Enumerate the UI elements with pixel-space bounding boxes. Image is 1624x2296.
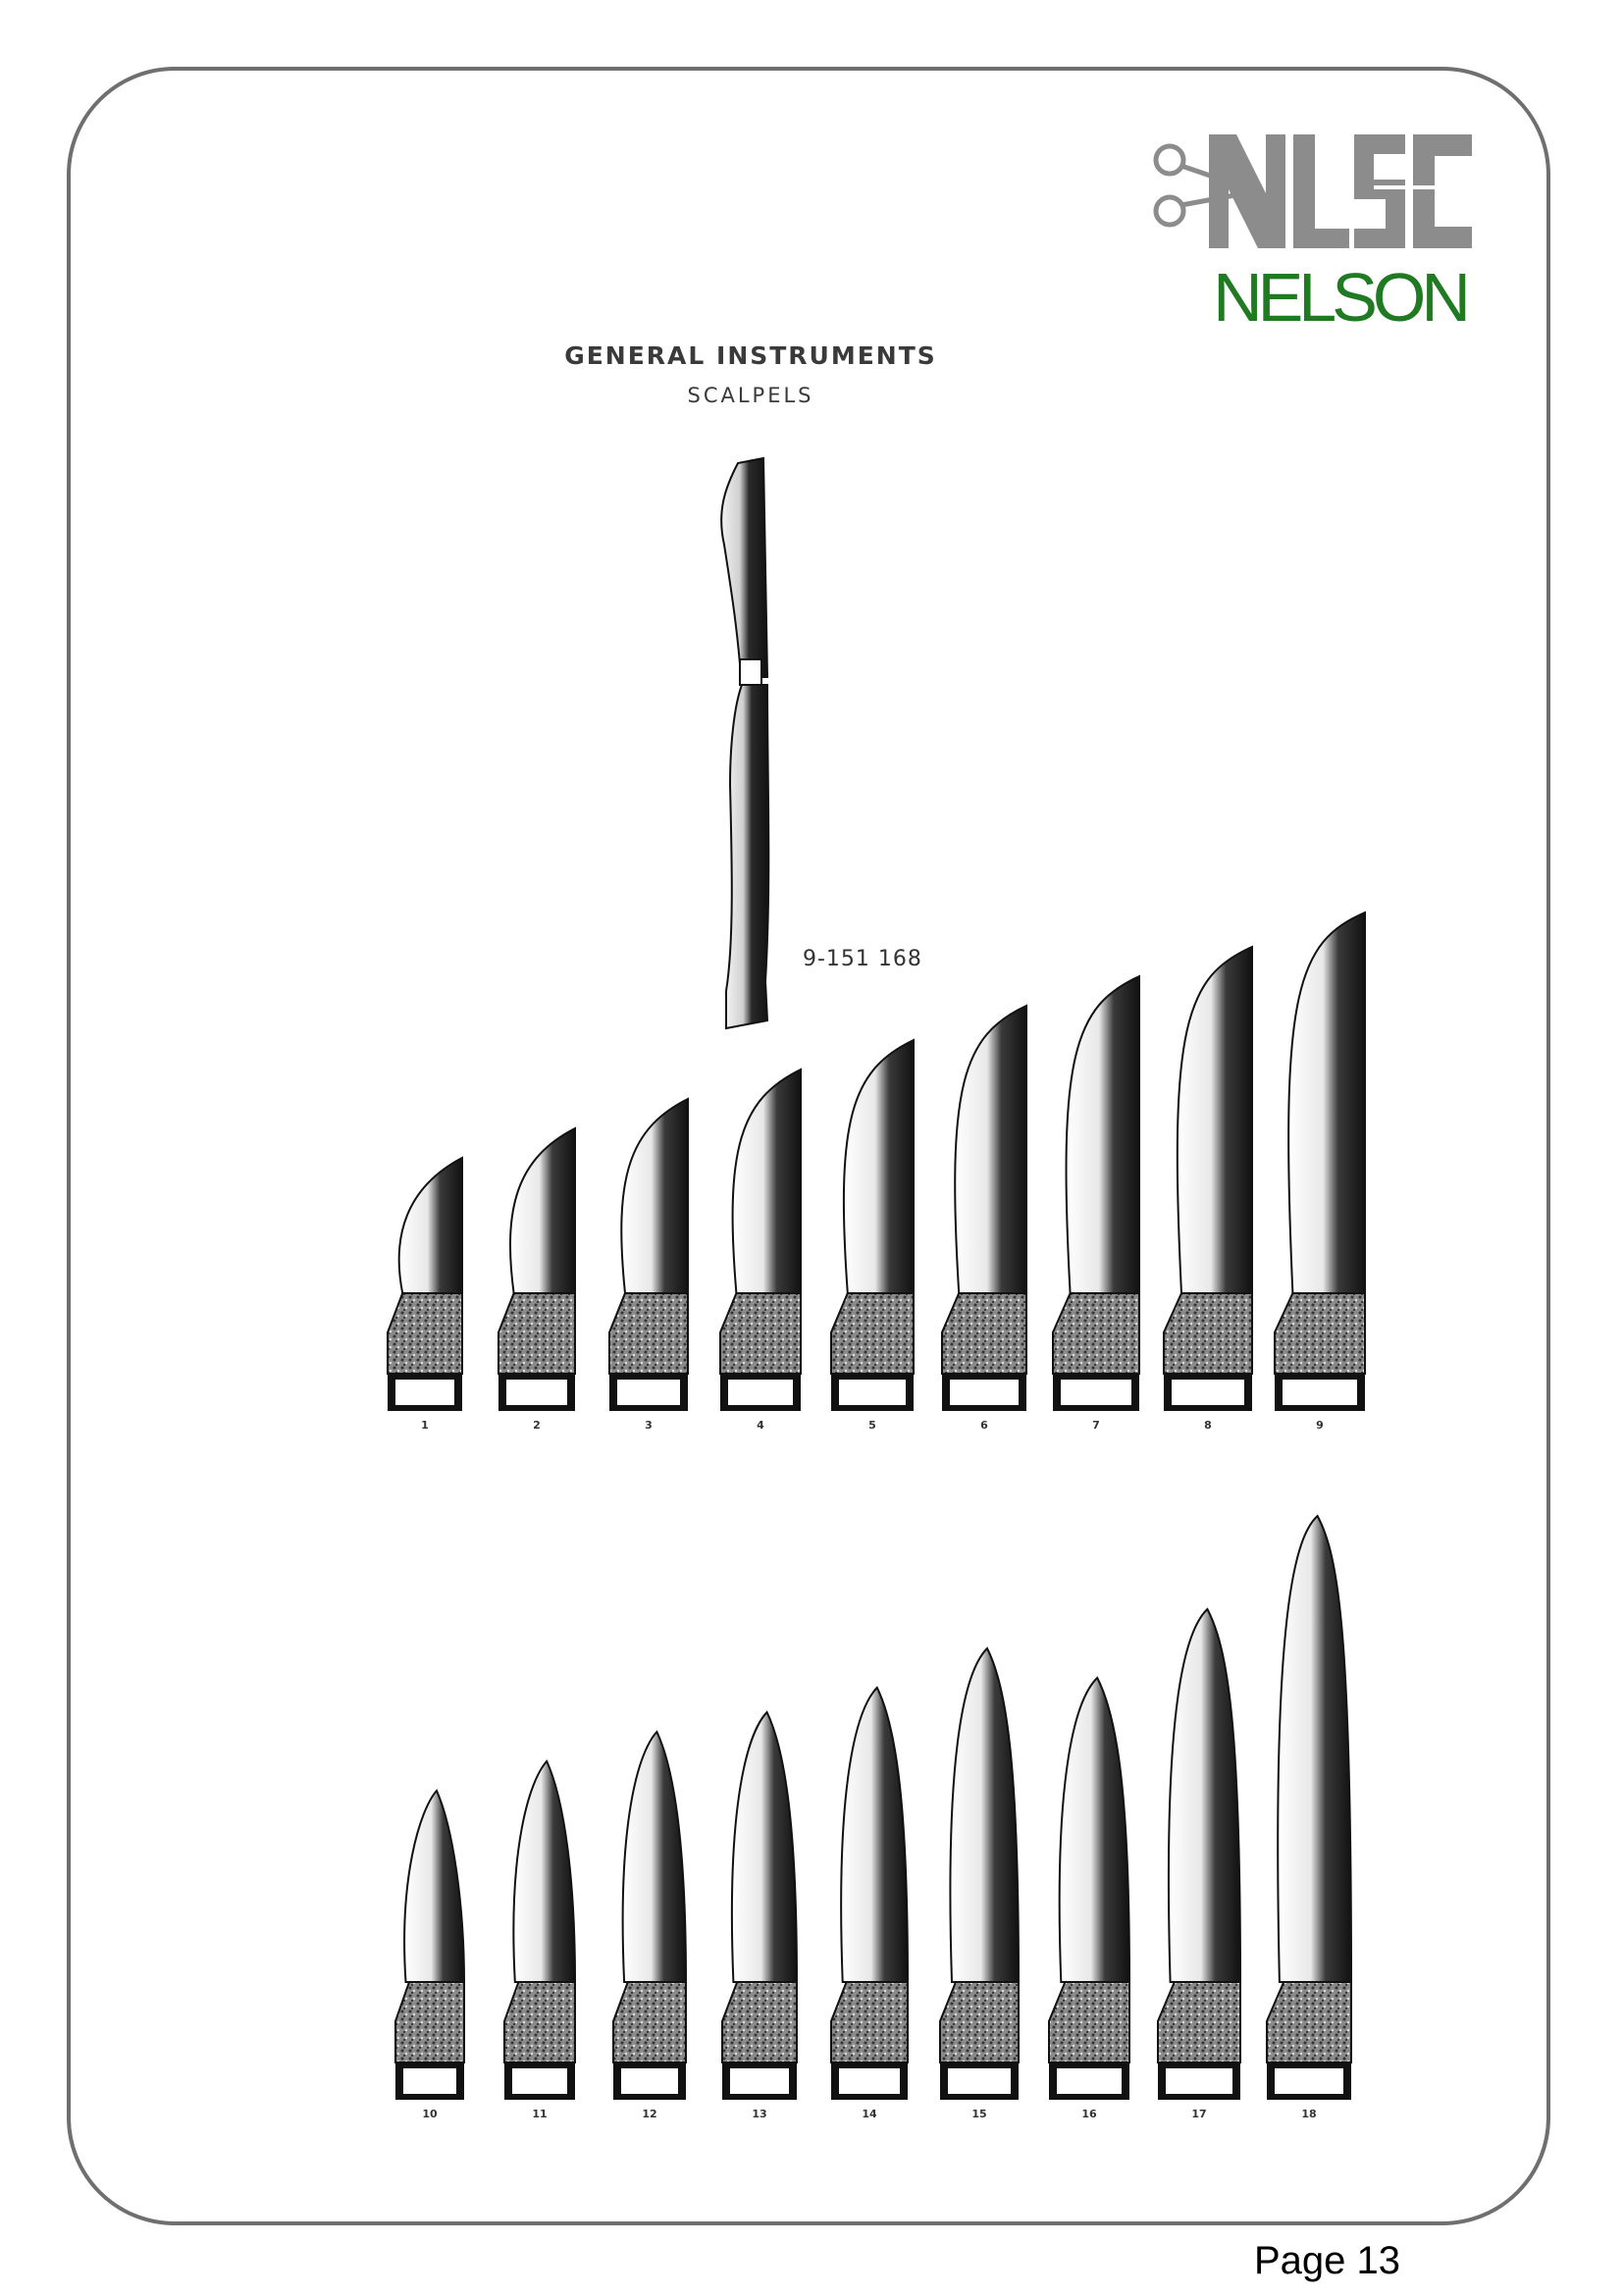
blade-number: 3 <box>645 1419 653 1432</box>
scalpel-blade-icon <box>613 1732 686 2100</box>
blade-row-2 <box>395 1516 1351 2120</box>
blade-number: 4 <box>757 1419 764 1432</box>
scalpel-blade-icon <box>609 1099 688 1411</box>
scalpel-blade-icon <box>831 1688 908 2100</box>
scalpel-blade-icon <box>1053 976 1139 1411</box>
blade-number: 14 <box>862 2108 877 2120</box>
scalpel-blade-icon <box>722 1712 797 2100</box>
scalpel-handle-icon <box>721 458 768 1028</box>
scalpel-blade-icon <box>1049 1678 1129 2100</box>
scalpel-blade-icon <box>1267 1516 1351 2100</box>
scalpel-blade-icon <box>388 1158 462 1411</box>
blade-number: 10 <box>422 2108 438 2120</box>
blade-number: 16 <box>1081 2108 1097 2120</box>
blade-number: 6 <box>980 1419 988 1432</box>
blade-number: 11 <box>532 2108 548 2120</box>
blade-number: 7 <box>1092 1419 1100 1432</box>
blade-row-1 <box>388 913 1365 1432</box>
blade-number: 1 <box>421 1419 429 1432</box>
brand-name: NELSON <box>1213 259 1466 336</box>
scalpel-blade-icon <box>942 1006 1026 1411</box>
scalpel-blade-icon <box>1158 1609 1240 2100</box>
scalpel-blade-icon <box>498 1128 575 1411</box>
scalpel-blade-icon <box>504 1761 575 2100</box>
scalpel-blade-icon <box>831 1040 914 1411</box>
scalpel-blade-icon <box>1164 947 1252 1411</box>
scalpel-blade-icon <box>940 1648 1019 2100</box>
blade-number: 18 <box>1301 2108 1317 2120</box>
blade-number: 9 <box>1316 1419 1324 1432</box>
handle-code: 9-151 168 <box>803 947 922 971</box>
blade-number: 8 <box>1204 1419 1212 1432</box>
scalpel-blade-icon <box>720 1070 801 1411</box>
section-subtitle: SCALPELS <box>687 384 814 407</box>
blade-number: 17 <box>1191 2108 1207 2120</box>
scalpel-blade-icon <box>395 1791 464 2100</box>
blade-number: 13 <box>752 2108 767 2120</box>
page-number: Page 13 <box>1254 2239 1401 2282</box>
blade-number: 15 <box>971 2108 987 2120</box>
scalpel-blade-icon <box>1275 913 1365 1411</box>
blade-number: 2 <box>533 1419 541 1432</box>
blade-number: 12 <box>642 2108 657 2120</box>
blade-number: 5 <box>868 1419 876 1432</box>
section-title: GENERAL INSTRUMENTS <box>564 341 937 370</box>
